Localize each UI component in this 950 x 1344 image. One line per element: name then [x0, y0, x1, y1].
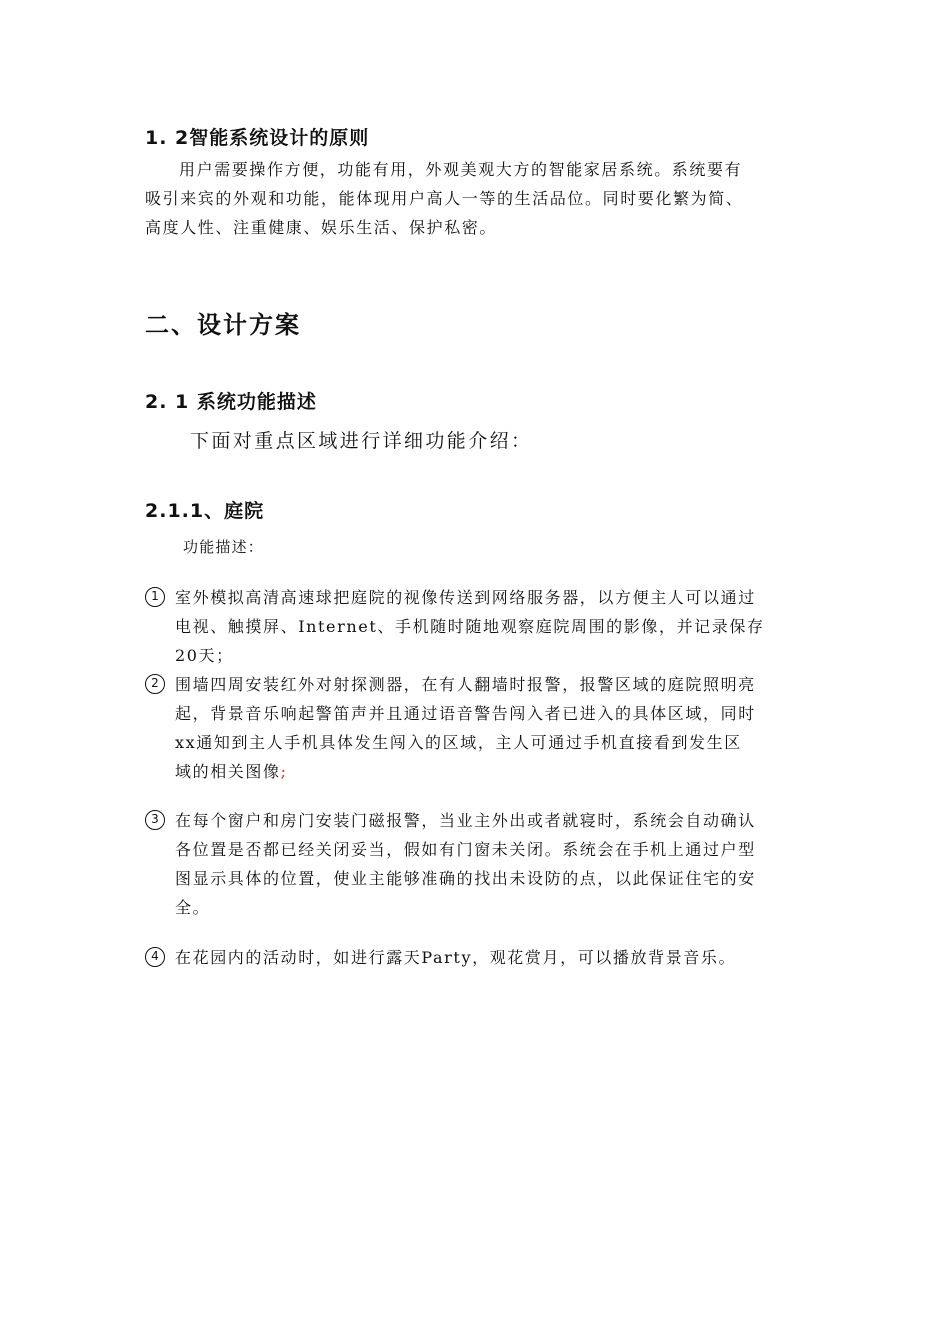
section-2-1-heading: 2. 1 系统功能描述: [145, 391, 317, 413]
section-2-1-1-heading: 2.1.1、庭院: [145, 500, 265, 522]
paragraph-line: 吸引来宾的外观和功能，能体现用户高人一等的生活品位。同时要化繁为简、: [145, 189, 744, 208]
list-item-line-text: 域的相关图像: [175, 762, 281, 781]
section-1-2-heading: 1. 2智能系统设计的原则: [145, 127, 370, 149]
list-item-line: 围墙四周安装红外对射探测器，在有人翻墙时报警，报警区域的庭院照明亮: [175, 675, 756, 694]
list-item-line: 图显示具体的位置，使业主能够准确的找出未设防的点，以此保证住宅的安: [175, 869, 756, 888]
list-item-line: 电视、触摸屏、Internet、手机随时随地观察庭院周围的影像，并记录保存: [175, 617, 765, 636]
circled-number-4: 4: [145, 947, 165, 967]
paragraph-line: 高度人性、注重健康、娱乐生活、保护私密。: [145, 218, 498, 237]
circled-number-3: 3: [145, 810, 165, 830]
red-semicolon: ;: [280, 762, 288, 781]
section-1-2-paragraph: [145, 155, 805, 242]
list-item-line: xx通知到主人手机具体发生闯入的区域，主人可通过手机直接看到发生区: [175, 733, 742, 752]
list-item-line: 20天；: [175, 646, 234, 665]
function-description-label: 功能描述：: [183, 538, 265, 556]
section-2-1-intro: 下面对重点区域进行详细功能介绍：: [190, 430, 533, 452]
list-item-line: 在花园内的活动时，如进行露天Party，观花赏月，可以播放背景音乐。: [175, 948, 737, 967]
list-item-line: 各位置是否都已经关闭妥当，假如有门窗未关闭。系统会在手机上通过户型: [175, 840, 756, 859]
circled-number-2: 2: [145, 674, 165, 694]
paragraph-line: 用户需要操作方便，功能有用，外观美观大方的智能家居系统。系统要有: [179, 160, 743, 179]
list-item-line-with-mark: [175, 757, 815, 786]
chapter-2-heading: 二、设计方案: [145, 311, 301, 339]
list-item-line: 在每个窗户和房门安装门磁报警，当业主外出或者就寝时，系统会自动确认: [175, 811, 756, 830]
list-item-line: 起，背景音乐响起警笛声并且通过语音警告闯入者已进入的具体区域，同时: [175, 704, 756, 723]
list-item-line: 室外模拟高清高速球把庭院的视像传送到网络服务器，以方便主人可以通过: [175, 588, 756, 607]
circled-number-1: 1: [145, 587, 165, 607]
list-item-line: 全。: [175, 898, 211, 917]
